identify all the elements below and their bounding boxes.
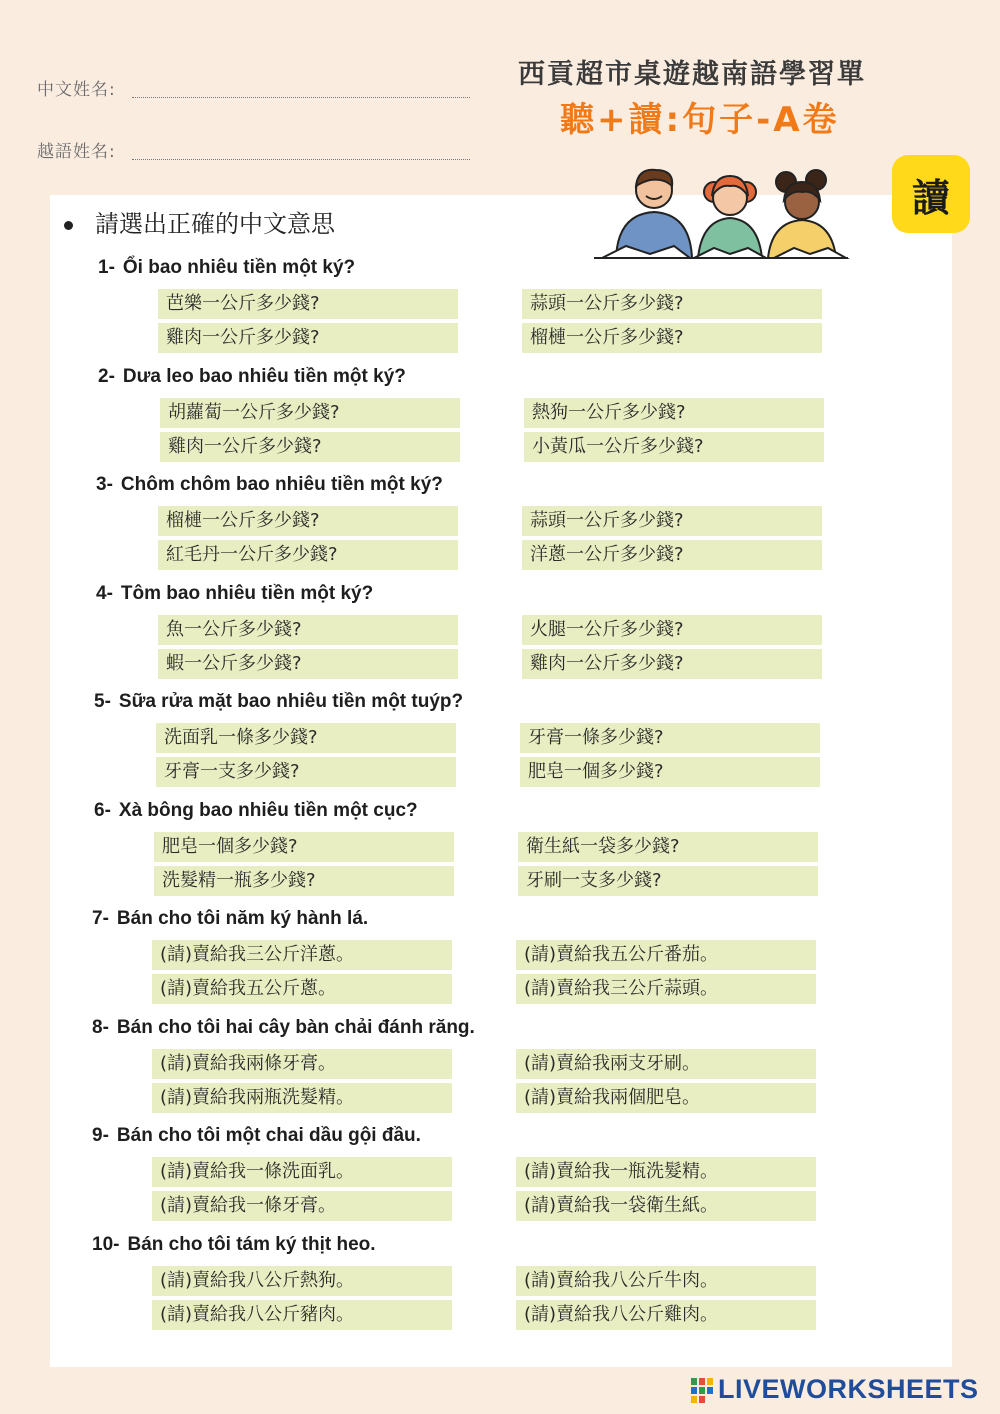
answer-option[interactable]: (請)賣給我八公斤豬肉。 bbox=[152, 1300, 452, 1330]
vietnamese-name-line[interactable] bbox=[132, 158, 470, 160]
question-7 bbox=[92, 908, 368, 930]
answer-option[interactable]: (請)賣給我一條牙膏。 bbox=[152, 1191, 452, 1221]
answer-option[interactable]: 蝦一公斤多少錢? bbox=[158, 649, 458, 679]
answer-option[interactable]: (請)賣給我一瓶洗髮精。 bbox=[516, 1157, 816, 1187]
question-number: 4- bbox=[96, 583, 113, 604]
answer-option[interactable]: 牙膏一條多少錢? bbox=[520, 723, 820, 753]
answer-option[interactable]: (請)賣給我三公斤洋蔥。 bbox=[152, 940, 452, 970]
answer-option[interactable]: 肥皂一個多少錢? bbox=[520, 757, 820, 787]
question-text: Ổi bao nhiêu tiền một ký? bbox=[122, 257, 356, 278]
question-number: 10- bbox=[92, 1234, 120, 1255]
instruction bbox=[64, 204, 335, 239]
instruction-text: 請選出正確的中文意思 bbox=[95, 210, 335, 238]
question-9 bbox=[92, 1125, 421, 1147]
question-6 bbox=[94, 800, 418, 822]
answer-option[interactable]: 洋蔥一公斤多少錢? bbox=[522, 540, 822, 570]
answer-option[interactable]: (請)賣給我兩支牙刷。 bbox=[516, 1049, 816, 1079]
answer-option[interactable]: 火腿一公斤多少錢? bbox=[522, 615, 822, 645]
chinese-name-row bbox=[37, 75, 116, 100]
answer-option[interactable]: 蒜頭一公斤多少錢? bbox=[522, 506, 822, 536]
question-5 bbox=[94, 691, 463, 713]
question-text: Bán cho tôi một chai dầu gội đầu. bbox=[116, 1125, 421, 1146]
answer-option[interactable]: (請)賣給我兩條牙膏。 bbox=[152, 1049, 452, 1079]
question-text: Sữa rửa mặt bao nhiêu tiền một tuýp? bbox=[118, 691, 464, 712]
question-number: 6- bbox=[94, 800, 111, 821]
answer-option[interactable]: (請)賣給我三公斤蒜頭。 bbox=[516, 974, 816, 1004]
answer-option[interactable]: 榴槤一公斤多少錢? bbox=[158, 506, 458, 536]
answer-option[interactable]: (請)賣給我五公斤番茄。 bbox=[516, 940, 816, 970]
answer-option[interactable]: (請)賣給我八公斤熱狗。 bbox=[152, 1266, 452, 1296]
answer-option[interactable]: 肥皂一個多少錢? bbox=[154, 832, 454, 862]
question-number: 8- bbox=[92, 1017, 109, 1038]
answer-option[interactable]: 牙膏一支多少錢? bbox=[156, 757, 456, 787]
question-1 bbox=[98, 257, 355, 279]
answer-option[interactable]: 胡蘿蔔一公斤多少錢? bbox=[160, 398, 460, 428]
question-text: Bán cho tôi tám ký thịt heo. bbox=[127, 1234, 376, 1255]
students-reading-illustration bbox=[590, 162, 852, 274]
answer-option[interactable]: 熱狗一公斤多少錢? bbox=[524, 398, 824, 428]
worksheet-subtitle: 聽+讀:句子-A卷 bbox=[560, 100, 840, 140]
read-badge: 讀 bbox=[892, 155, 970, 233]
answer-option[interactable]: 紅毛丹一公斤多少錢? bbox=[158, 540, 458, 570]
question-number: 9- bbox=[92, 1125, 109, 1146]
worksheet-title: 西貢超市桌遊越南語學習單 bbox=[518, 59, 866, 90]
answer-option[interactable]: 榴槤一公斤多少錢? bbox=[522, 323, 822, 353]
question-number: 5- bbox=[94, 691, 111, 712]
bullet-icon bbox=[64, 221, 73, 230]
answer-option[interactable]: (請)賣給我八公斤雞肉。 bbox=[516, 1300, 816, 1330]
question-text: Bán cho tôi năm ký hành lá. bbox=[116, 908, 369, 929]
answer-option[interactable]: 洗髮精一瓶多少錢? bbox=[154, 866, 454, 896]
answer-option[interactable]: 雞肉一公斤多少錢? bbox=[160, 432, 460, 462]
question-2 bbox=[98, 366, 406, 388]
answer-option[interactable]: (請)賣給我八公斤牛肉。 bbox=[516, 1266, 816, 1296]
question-text: Chôm chôm bao nhiêu tiền một ký? bbox=[120, 474, 443, 495]
answer-option[interactable]: (請)賣給我兩瓶洗髮精。 bbox=[152, 1083, 452, 1113]
question-number: 7- bbox=[92, 908, 109, 929]
question-text: Xà bông bao nhiêu tiền một cục? bbox=[118, 800, 418, 821]
answer-option[interactable]: 衛生紙一袋多少錢? bbox=[518, 832, 818, 862]
vietnamese-name-label: 越語姓名: bbox=[37, 142, 116, 162]
answer-option[interactable]: 芭樂一公斤多少錢? bbox=[158, 289, 458, 319]
liveworksheets-logo-icon bbox=[690, 1377, 714, 1403]
question-8 bbox=[92, 1017, 475, 1039]
question-3 bbox=[96, 474, 443, 496]
answer-option[interactable]: (請)賣給我一袋衛生紙。 bbox=[516, 1191, 816, 1221]
answer-option[interactable]: 雞肉一公斤多少錢? bbox=[522, 649, 822, 679]
answer-option[interactable]: 牙刷一支多少錢? bbox=[518, 866, 818, 896]
chinese-name-label: 中文姓名: bbox=[37, 80, 116, 100]
question-4 bbox=[96, 583, 373, 605]
answer-option[interactable]: (請)賣給我五公斤蔥。 bbox=[152, 974, 452, 1004]
question-text: Bán cho tôi hai cây bàn chải đánh răng. bbox=[116, 1017, 475, 1038]
footer-logo bbox=[690, 1374, 979, 1405]
answer-option[interactable]: 雞肉一公斤多少錢? bbox=[158, 323, 458, 353]
answer-option[interactable]: 魚一公斤多少錢? bbox=[158, 615, 458, 645]
question-text: Dưa leo bao nhiêu tiền một ký? bbox=[122, 366, 406, 387]
question-text: Tôm bao nhiêu tiền một ký? bbox=[120, 583, 374, 604]
question-number: 1- bbox=[98, 257, 115, 278]
answer-option[interactable]: 洗面乳一條多少錢? bbox=[156, 723, 456, 753]
answer-option[interactable]: (請)賣給我兩個肥皂。 bbox=[516, 1083, 816, 1113]
answer-option[interactable]: 小黃瓜一公斤多少錢? bbox=[524, 432, 824, 462]
answer-option[interactable]: (請)賣給我一條洗面乳。 bbox=[152, 1157, 452, 1187]
answer-option[interactable]: 蒜頭一公斤多少錢? bbox=[522, 289, 822, 319]
vietnamese-name-row bbox=[37, 137, 116, 162]
chinese-name-line[interactable] bbox=[132, 96, 470, 98]
question-number: 3- bbox=[96, 474, 113, 495]
footer-brand: LIVEWORKSHEETS bbox=[718, 1374, 979, 1404]
question-number: 2- bbox=[98, 366, 115, 387]
question-10 bbox=[92, 1234, 376, 1256]
